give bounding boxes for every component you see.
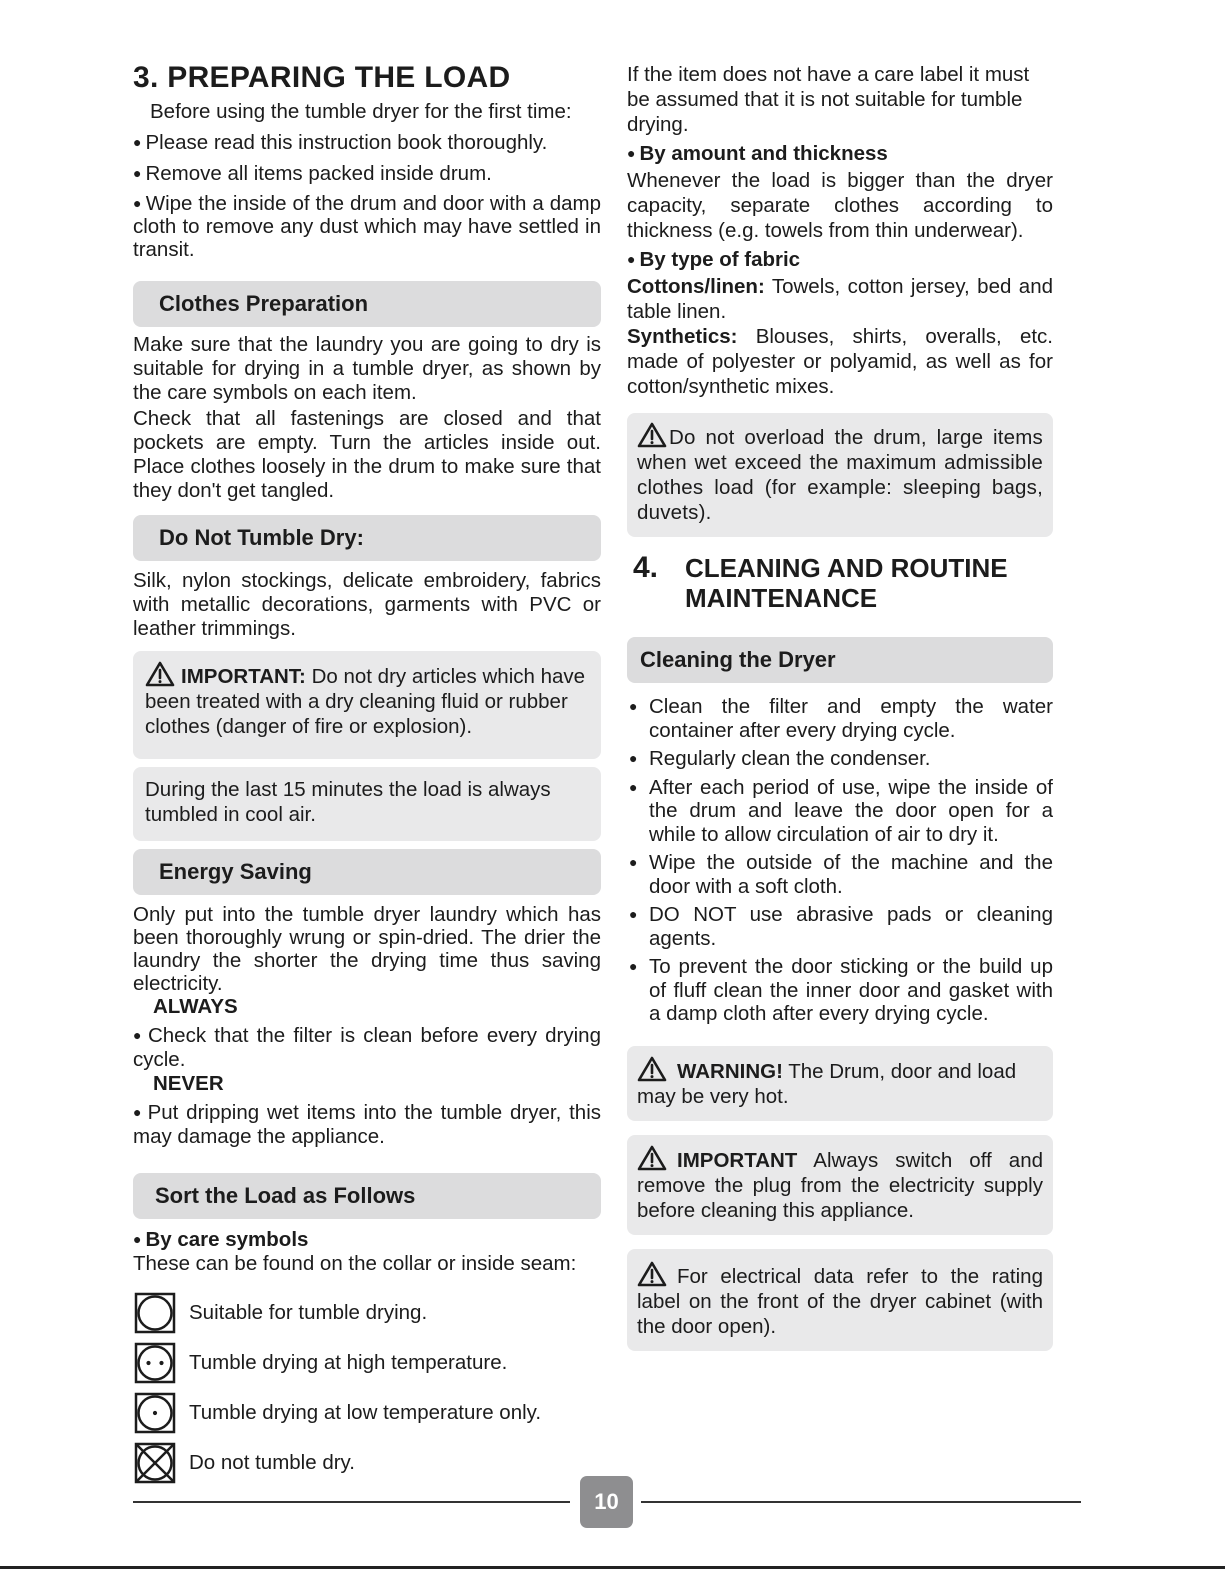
no-care-label-text: If the item does not have a care label it must be assumed that it is not suitable for tumble drying. [627, 63, 1030, 136]
amount-thickness-label: ● By amount and thickness [627, 142, 888, 165]
list-item: Tumble drying at high temperature. [133, 1338, 601, 1388]
warning-icon [637, 1261, 667, 1287]
list-item: Tumble drying at low temperature only. [133, 1388, 601, 1438]
sort-load-heading: Sort the Load as Follows [133, 1173, 601, 1219]
care-symbol-list [133, 1288, 601, 1488]
list-item: ● Put dripping wet items into the tumble dryer, this may damage the appliance. [133, 1101, 601, 1148]
tumble-dry-normal-icon [133, 1291, 177, 1335]
bullet-icon: ● [133, 165, 142, 181]
bullet-icon: ● [133, 195, 142, 211]
bottom-border [0, 1566, 1225, 1569]
tumble-dry-high-icon [133, 1341, 177, 1385]
energy-saving-heading: Energy Saving [133, 849, 601, 895]
section-3-title: 3. PREPARING THE LOAD [133, 61, 511, 94]
cool-air-note: During the last 15 minutes the load is always tumbled in cool air. [133, 767, 601, 841]
right-column [627, 62, 1053, 1351]
footer-divider [641, 1501, 1081, 1503]
bullet-icon: ● [133, 134, 142, 150]
list-item: ● Please read this instruction book thoroughly. [133, 131, 548, 154]
clothes-prep-paragraph: Check that all fastenings are closed and that pockets are empty. Turn the articles inside out. Place clothes loosely in the drum to make sure that they don't get tangled. [133, 407, 601, 502]
warning-icon [637, 422, 667, 448]
fabric-type-label: ● By type of fabric [627, 248, 801, 271]
electrical-data-notice: For electrical data refer to the rating label on the front of the dryer cabinet (with the door open). [627, 1249, 1053, 1351]
list-item: Do not tumble dry. [133, 1438, 601, 1488]
important-notice: IMPORTANT: Do not dry articles which have been treated with a dry cleaning fluid or rubber clothes (danger of fire or explosion). [133, 651, 601, 759]
always-label: ALWAYS [153, 995, 238, 1018]
clothes-preparation-heading: Clothes Preparation [133, 281, 601, 327]
list-item: ● To prevent the door sticking or the build up of fluff clean the inner door and gasket with a damp cloth after every drying cycle. [627, 955, 1053, 1026]
overload-notice: Do not overload the drum, large items when wet exceed the maximum admissible clothes load (for example: sleeping bags, duvets). [627, 413, 1053, 537]
bullet-icon: ● [133, 1231, 142, 1247]
synthetics-text: Synthetics: Blouses, shirts, overalls, etc. made of polyester or polyamid, as well as for cotton/synthetic mixes. [627, 325, 1053, 398]
tumble-dry-low-icon [133, 1391, 177, 1435]
important-cleaning-notice: IMPORTANT Always switch off and remove the plug from the electricity supply before cleaning this appliance. [627, 1135, 1053, 1235]
do-not-tumble-dry-icon [133, 1441, 177, 1485]
list-item: ● DO NOT use abrasive pads or cleaning agents. [627, 903, 1053, 950]
cleaning-dryer-heading: Cleaning the Dryer [627, 637, 1053, 683]
list-item: ● Regularly clean the condenser. [627, 747, 1053, 771]
energy-saving-text: Only put into the tumble dryer laundry which has been thoroughly wrung or spin-dried. The drier the laundry the shorter the drying time thus saving electricity. [133, 903, 601, 995]
care-symbols-label: ● By care symbols [133, 1228, 309, 1251]
bullet-icon: ● [627, 145, 636, 161]
care-symbols-text: These can be found on the collar or inside seam: [133, 1252, 577, 1275]
list-item: ● After each period of use, wipe the inside of the drum and leave the door open for a while to allow circulation of air to dry it. [627, 776, 1053, 847]
left-column [133, 58, 601, 1488]
list-item: ● Remove all items packed inside drum. [133, 162, 492, 185]
warning-icon [145, 661, 175, 687]
bullet-icon: ● [133, 1027, 144, 1043]
list-item: ● Check that the filter is clean before every drying cycle. [133, 1024, 601, 1071]
warning-icon [637, 1145, 667, 1171]
cleaning-list [627, 695, 1053, 1026]
warning-notice: WARNING! The Drum, door and load may be very hot. [627, 1046, 1053, 1121]
bullet-icon: ● [627, 251, 636, 267]
intro-text: Before using the tumble dryer for the first time: [150, 100, 572, 123]
warning-icon [637, 1056, 667, 1082]
clothes-prep-paragraph: Make sure that the laundry you are going to dry is suitable for drying in a tumble dryer, as shown by the care symbols on each item. [133, 333, 601, 404]
amount-thickness-text: Whenever the load is bigger than the dryer capacity, separate clothes according to thickness (e.g. towels from thin underwear). [627, 169, 1053, 242]
section-4-title: 4. CLEANING AND ROUTINE MAINTENANCE [633, 551, 1008, 613]
list-item: Suitable for tumble drying. [133, 1288, 601, 1338]
cottons-text: Cottons/linen: Towels, cotton jersey, bed and table linen. [627, 275, 1053, 323]
do-not-tumble-heading: Do Not Tumble Dry: [133, 515, 601, 561]
list-item: ● Wipe the inside of the drum and door with a damp cloth to remove any dust which may have settled in transit. [133, 192, 601, 261]
list-item: ● Clean the filter and empty the water container after every drying cycle. [627, 695, 1053, 742]
never-label: NEVER [153, 1072, 224, 1095]
footer-divider [133, 1501, 570, 1503]
page-number: 10 [580, 1476, 633, 1528]
do-not-tumble-text: Silk, nylon stockings, delicate embroidery, fabrics with metallic decorations, garments with PVC or leather trimmings. [133, 569, 601, 640]
list-item: ● Wipe the outside of the machine and the door with a soft cloth. [627, 851, 1053, 898]
bullet-icon: ● [133, 1104, 144, 1120]
